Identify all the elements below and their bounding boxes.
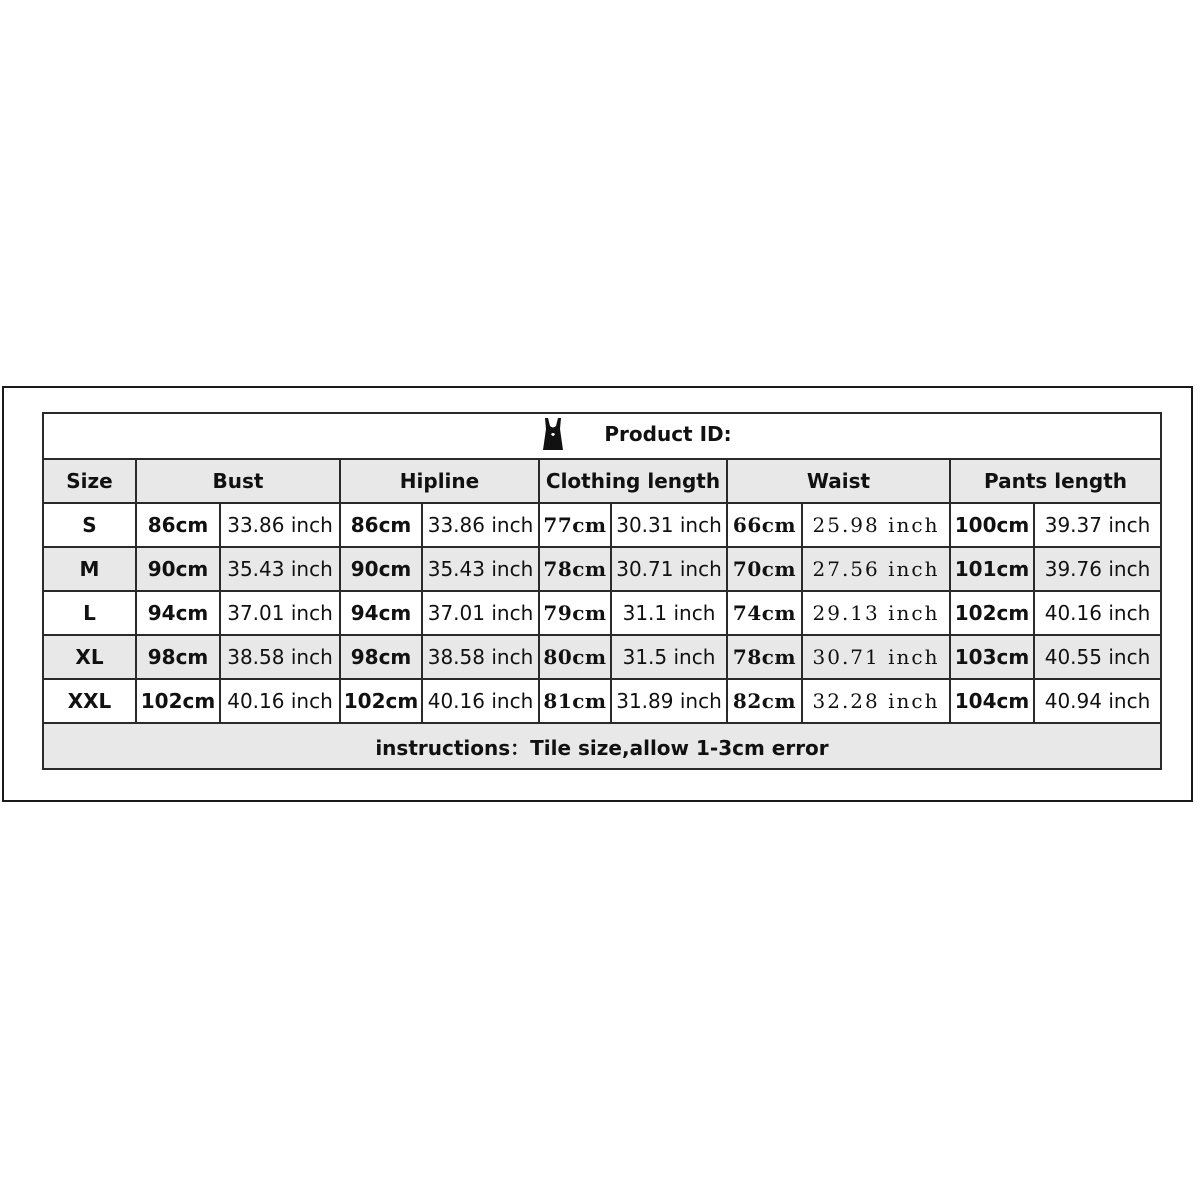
table-row bbox=[43, 547, 1161, 591]
bust-inch-cell: 35.43 inch bbox=[220, 547, 340, 591]
bust-inch-cell: 33.86 inch bbox=[220, 503, 340, 547]
title-row bbox=[43, 413, 1161, 459]
bust-inch-cell: 40.16 inch bbox=[220, 679, 340, 723]
header-pants-length: Pants length bbox=[950, 459, 1161, 503]
bust-cm-cell: 86cm bbox=[136, 503, 220, 547]
header-row bbox=[43, 459, 1161, 503]
tank-top-icon bbox=[542, 417, 564, 451]
pants-length-inch-cell: 40.94 inch bbox=[1034, 679, 1161, 723]
header-clothing-length: Clothing length bbox=[539, 459, 727, 503]
instructions-note: instructions：Tile size,allow 1-3cm error bbox=[43, 723, 1161, 769]
bust-cm-cell: 94cm bbox=[136, 591, 220, 635]
clothing-length-cm-cell: 81cm bbox=[539, 679, 611, 723]
table-row bbox=[43, 591, 1161, 635]
hipline-cm-cell: 86cm bbox=[340, 503, 422, 547]
table-row bbox=[43, 679, 1161, 723]
waist-cm-cell: 70cm bbox=[727, 547, 802, 591]
pants-length-cm-cell: 104cm bbox=[950, 679, 1034, 723]
waist-cm-cell: 66cm bbox=[727, 503, 802, 547]
clothing-length-cm-cell: 78cm bbox=[539, 547, 611, 591]
clothing-length-cm-cell: 80cm bbox=[539, 635, 611, 679]
hipline-inch-cell: 38.58 inch bbox=[422, 635, 539, 679]
hipline-inch-cell: 40.16 inch bbox=[422, 679, 539, 723]
size-cell: S bbox=[43, 503, 136, 547]
waist-inch-cell: 29.13 inch bbox=[802, 591, 950, 635]
size-cell: XXL bbox=[43, 679, 136, 723]
note-row bbox=[43, 723, 1161, 769]
header-waist: Waist bbox=[727, 459, 950, 503]
size-cell: L bbox=[43, 591, 136, 635]
hipline-inch-cell: 37.01 inch bbox=[422, 591, 539, 635]
pants-length-cm-cell: 100cm bbox=[950, 503, 1034, 547]
pants-length-cm-cell: 101cm bbox=[950, 547, 1034, 591]
waist-inch-cell: 25.98 inch bbox=[802, 503, 950, 547]
size-chart-table bbox=[42, 412, 1162, 770]
hipline-cm-cell: 102cm bbox=[340, 679, 422, 723]
hipline-cm-cell: 98cm bbox=[340, 635, 422, 679]
waist-cm-cell: 82cm bbox=[727, 679, 802, 723]
table-row bbox=[43, 503, 1161, 547]
waist-inch-cell: 32.28 inch bbox=[802, 679, 950, 723]
hipline-cm-cell: 94cm bbox=[340, 591, 422, 635]
pants-length-inch-cell: 40.16 inch bbox=[1034, 591, 1161, 635]
header-size: Size bbox=[43, 459, 136, 503]
pants-length-inch-cell: 39.76 inch bbox=[1034, 547, 1161, 591]
header-hipline: Hipline bbox=[340, 459, 539, 503]
waist-cm-cell: 78cm bbox=[727, 635, 802, 679]
clothing-length-inch-cell: 31.1 inch bbox=[611, 591, 727, 635]
title-cell bbox=[43, 413, 1161, 459]
clothing-length-cm-cell: 77cm bbox=[539, 503, 611, 547]
bust-inch-cell: 38.58 inch bbox=[220, 635, 340, 679]
pants-length-cm-cell: 103cm bbox=[950, 635, 1034, 679]
hipline-inch-cell: 33.86 inch bbox=[422, 503, 539, 547]
clothing-length-inch-cell: 31.89 inch bbox=[611, 679, 727, 723]
pants-length-inch-cell: 39.37 inch bbox=[1034, 503, 1161, 547]
clothing-length-inch-cell: 30.31 inch bbox=[611, 503, 727, 547]
bust-cm-cell: 98cm bbox=[136, 635, 220, 679]
bust-cm-cell: 90cm bbox=[136, 547, 220, 591]
clothing-length-inch-cell: 31.5 inch bbox=[611, 635, 727, 679]
size-cell: XL bbox=[43, 635, 136, 679]
size-cell: M bbox=[43, 547, 136, 591]
waist-inch-cell: 27.56 inch bbox=[802, 547, 950, 591]
clothing-length-cm-cell: 79cm bbox=[539, 591, 611, 635]
hipline-inch-cell: 35.43 inch bbox=[422, 547, 539, 591]
table-row bbox=[43, 635, 1161, 679]
waist-inch-cell: 30.71 inch bbox=[802, 635, 950, 679]
pants-length-cm-cell: 102cm bbox=[950, 591, 1034, 635]
clothing-length-inch-cell: 30.71 inch bbox=[611, 547, 727, 591]
bust-inch-cell: 37.01 inch bbox=[220, 591, 340, 635]
hipline-cm-cell: 90cm bbox=[340, 547, 422, 591]
pants-length-inch-cell: 40.55 inch bbox=[1034, 635, 1161, 679]
header-bust: Bust bbox=[136, 459, 340, 503]
product-id-label: Product ID: bbox=[604, 421, 732, 446]
waist-cm-cell: 74cm bbox=[727, 591, 802, 635]
bust-cm-cell: 102cm bbox=[136, 679, 220, 723]
